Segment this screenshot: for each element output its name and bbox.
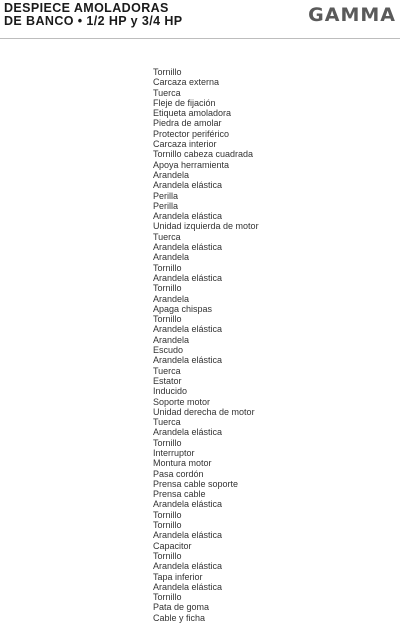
part-name: Escudo [153, 345, 184, 356]
part-name: Arandela elástica [153, 530, 223, 541]
part-name: Interruptor [153, 447, 195, 458]
part-name: Fleje de fijación [153, 97, 216, 108]
part-name: Unidad derecha de motor [153, 406, 255, 417]
part-name: Apoya herramienta [153, 159, 230, 170]
part-name: Estator [153, 375, 182, 386]
part-name: Arandela [153, 293, 190, 304]
part-name: Prensa cable [153, 489, 206, 500]
part-name: Apaga chispas [153, 303, 213, 314]
title-line-2: DE BANCO • 1/2 HP y 3/4 HP [4, 14, 183, 28]
part-name: Perilla [153, 190, 179, 201]
part-name: Tornillo [153, 592, 182, 603]
part-name: Arandela [153, 334, 190, 345]
part-name: Tornillo [153, 520, 182, 531]
header-divider [0, 38, 400, 39]
part-name: Arandela elástica [153, 272, 223, 283]
part-name: Arandela [153, 252, 190, 263]
part-name: Arandela elástica [153, 242, 223, 253]
part-name: Tornillo [153, 262, 182, 273]
part-name: Soporte motor [153, 396, 211, 407]
gamma-logo: GAMMA [308, 4, 396, 26]
part-name: Inducido [153, 386, 188, 397]
part-name: Arandela elástica [153, 180, 223, 191]
part-name: Protector periférico [153, 128, 230, 139]
part-name: Arandela [153, 169, 190, 180]
part-name: Arandela elástica [153, 561, 223, 572]
part-name: Pata de goma [153, 602, 210, 613]
page-title [4, 2, 183, 28]
part-name: Prensa cable soporte [153, 478, 239, 489]
part-name: Cable y ficha [153, 612, 206, 623]
part-name: Piedra de amolar [153, 118, 222, 129]
part-name: Tornillo [153, 550, 182, 561]
part-name: Etiqueta amoladora [153, 108, 232, 119]
part-name: Tuerca [153, 417, 181, 428]
part-name: Carcaza interior [153, 139, 217, 150]
part-name: Pasa cordón [153, 468, 204, 479]
part-name: Montura motor [153, 458, 212, 469]
page-header [0, 0, 400, 40]
part-name: Tornillo [153, 67, 182, 77]
part-name: Tapa inferior [153, 571, 203, 582]
part-name: Tuerca [153, 87, 181, 98]
part-name: Unidad izquierda de motor [153, 221, 259, 232]
part-name: Tuerca [153, 365, 181, 376]
part-name: Tuerca [153, 231, 181, 242]
part-name: Arandela elástica [153, 324, 223, 335]
part-name: Tornillo cabeza cuadrada [153, 149, 254, 160]
part-name: Tornillo [153, 314, 182, 325]
part-name: Capacitor [153, 540, 192, 551]
part-name: Perilla [153, 200, 179, 211]
part-name: Carcaza externa [153, 77, 220, 88]
part-name: Arandela elástica [153, 211, 223, 222]
part-name: Arandela elástica [153, 581, 223, 592]
part-name: Arandela elástica [153, 355, 223, 366]
part-name: Arandela elástica [153, 499, 223, 510]
title-line-1: DESPIECE AMOLADORAS [4, 1, 169, 15]
part-name: Tornillo [153, 437, 182, 448]
part-name: Arandela elástica [153, 427, 223, 438]
part-name: Tornillo [153, 509, 182, 520]
part-name: Tornillo [153, 283, 182, 294]
